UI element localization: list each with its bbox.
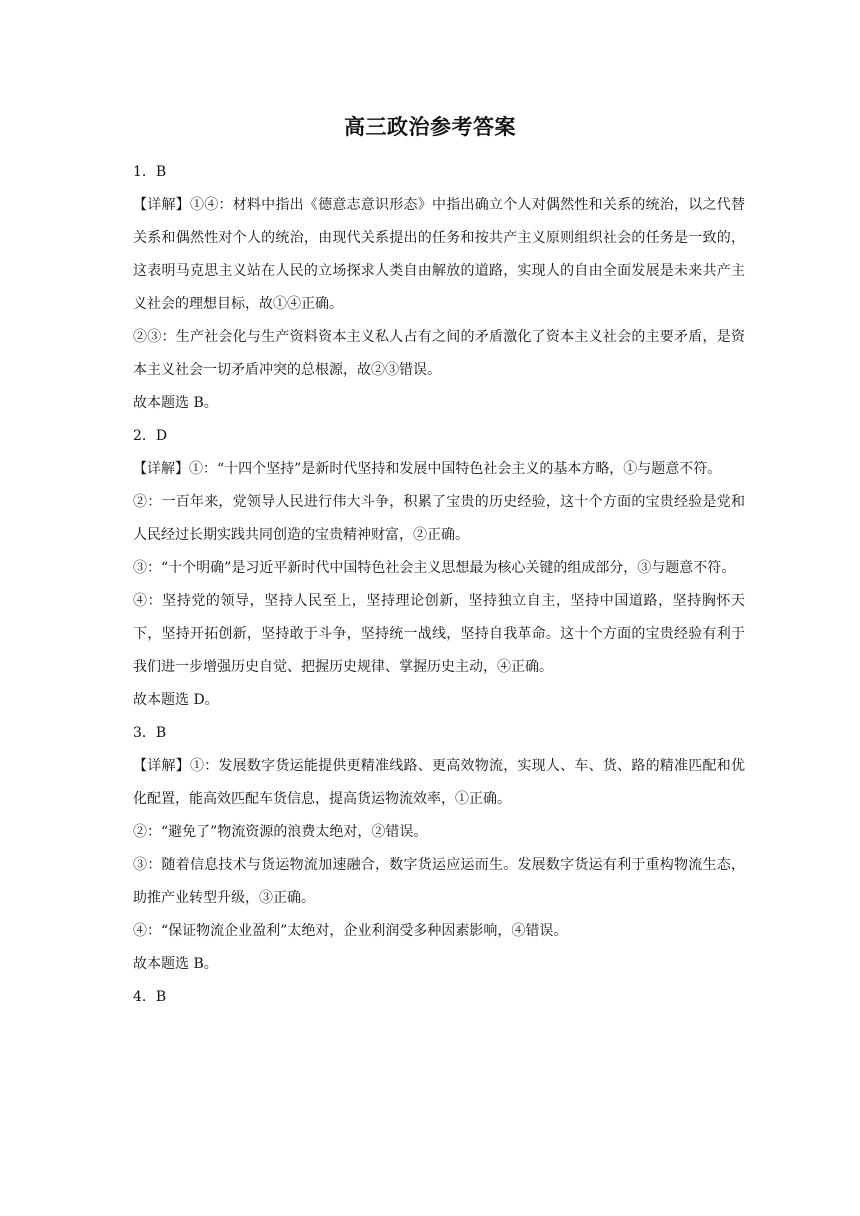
question-3-explanation: 【详解】①：发展数字货运能提供更精准线路、更高效物流，实现人、车、货、路的精准匹配和优化配置，能高效匹配车货信息，提高货运物流效率，①正确。	[133, 758, 745, 807]
question-2-explanation: ④：坚持党的领导，坚持人民至上，坚持理论创新，坚持独立自主，坚持中国道路，坚持胸怀天下，坚持开拓创新，坚持敢于斗争，坚持统一战线，坚持自我革命。这十个方面的宝贵经验有利于我们进一步增强历史自觉、把握历史规律、掌握历史主动，④正确。	[133, 593, 745, 675]
question-1-explanation: ②③：生产社会化与生产资料资本主义私人占有之间的矛盾激化了资本主义社会的主要矛盾，是资本主义社会一切矛盾冲突的总根源，故②③错误。	[133, 329, 745, 378]
question-1-heading: 1．B	[133, 164, 167, 180]
page-title: 高三政治参考答案	[344, 115, 516, 139]
question-3-heading: 3．B	[133, 725, 167, 741]
question-1-explanation: 【详解】①④：材料中指出《德意志意识形态》中指出确立个人对偶然性和关系的统治，以之代替关系和偶然性对个人的统治，由现代关系提出的任务和按共产主义原则组织社会的任务是一致的，这表明马克思主义站在人民的立场探求人类自由解放的道路，实现人的自由全面发展是未来共产主义社会的理想目标，故①④正确。	[133, 197, 745, 312]
question-3-explanation: ④：“保证物流企业盈利”太绝对，企业利润受多种因素影响，④错误。	[133, 923, 568, 939]
question-2-heading: 2．D	[133, 428, 168, 444]
question-2-conclusion: 故本题选 D。	[133, 692, 219, 708]
question-4-heading: 4．B	[133, 989, 167, 1005]
question-1-conclusion: 故本题选 B。	[133, 395, 218, 411]
question-2-explanation: 【详解】①：“十四个坚持”是新时代坚持和发展中国特色社会主义的基本方略，①与题意不符。	[133, 461, 722, 477]
question-3-conclusion: 故本题选 B。	[133, 956, 218, 972]
answer-content	[133, 156, 745, 1014]
question-2-explanation: ③：“十个明确”是习近平新时代中国特色社会主义思想最为核心关键的组成部分，③与题意不符。	[133, 560, 736, 576]
question-3-explanation: ③：随着信息技术与货运物流加速融合，数字货运应运而生。发展数字货运有利于重构物流生态，助推产业转型升级，③正确。	[133, 857, 745, 906]
question-3-explanation: ②：“避免了”物流资源的浪费太绝对，②错误。	[133, 824, 428, 840]
question-2-explanation: ②：一百年来，党领导人民进行伟大斗争，积累了宝贵的历史经验，这十个方面的宝贵经验是党和人民经过长期实践共同创造的宝贵精神财富，②正确。	[133, 494, 745, 543]
